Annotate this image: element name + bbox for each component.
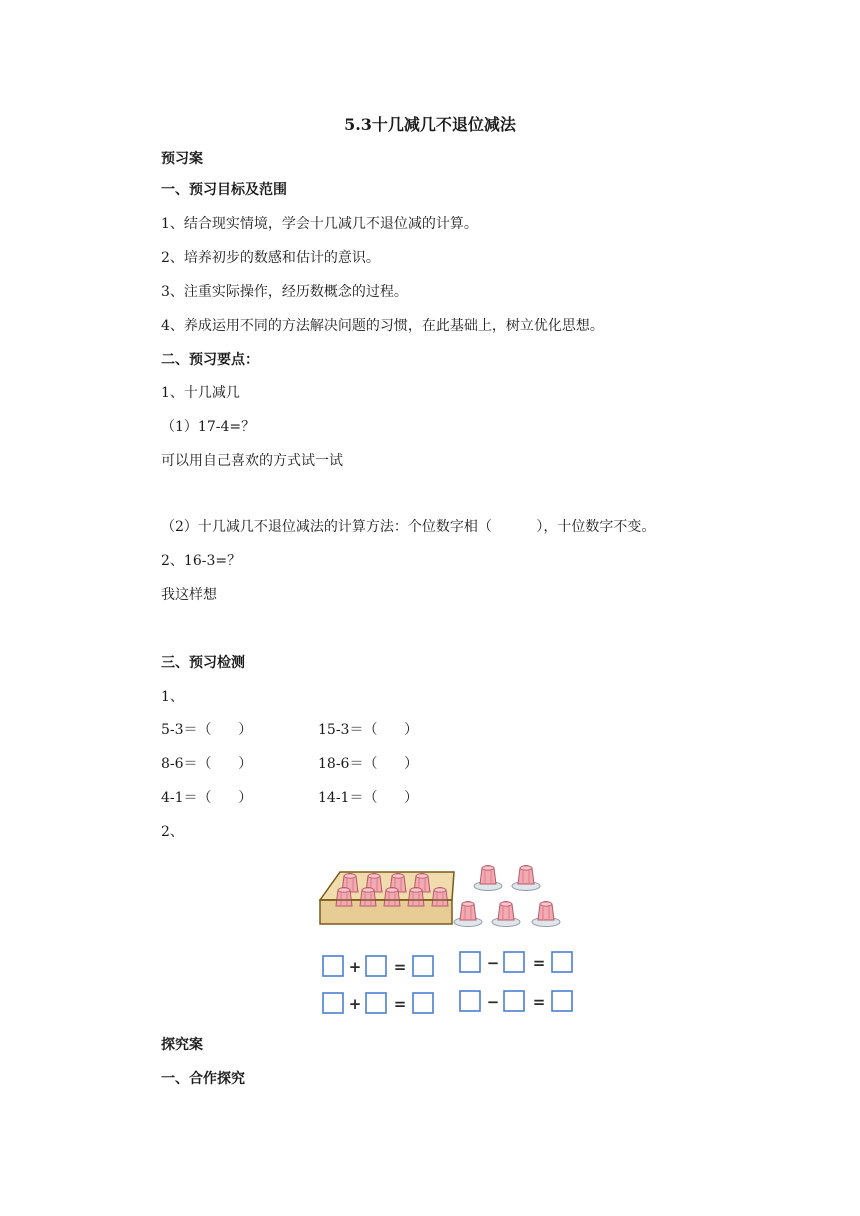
question-method: （2）十几减几不退位减法的计算方法：个位数字相（ ），十位数字不变。 bbox=[161, 519, 656, 535]
objective-item: 2、培养初步的数感和估计的意识。 bbox=[161, 250, 380, 266]
plus-sign: + bbox=[348, 995, 362, 1013]
plated-jelly-icon bbox=[454, 866, 560, 927]
minus-sign: − bbox=[486, 954, 500, 972]
section2-heading: 二、预习要点： bbox=[161, 352, 259, 368]
question-hint: 我这样想 bbox=[161, 587, 217, 603]
preview-heading: 预习案 bbox=[161, 151, 203, 167]
page-title: 5.3十几减几不退位减法 bbox=[344, 115, 516, 134]
tray-icon bbox=[320, 872, 454, 924]
exercise-item: 5-3＝（ ） bbox=[161, 722, 253, 738]
exercise-label: 1、 bbox=[161, 689, 184, 705]
exercise-item: 14-1＝（ ） bbox=[318, 790, 419, 806]
jelly-figure bbox=[318, 852, 576, 1020]
jelly-illustration bbox=[318, 852, 576, 1020]
explore-heading: 探究案 bbox=[161, 1037, 203, 1053]
equals-sign: = bbox=[393, 995, 407, 1013]
objective-item: 1、结合现实情境，学会十几减几不退位减的计算。 bbox=[161, 216, 478, 232]
exercise-item: 18-6＝（ ） bbox=[318, 756, 419, 772]
question-17-4: （1）17-4=？ bbox=[161, 419, 256, 435]
subsection-label: 1、十几减几 bbox=[161, 385, 240, 401]
equals-sign: = bbox=[393, 958, 407, 976]
objective-item: 3、注重实际操作，经历数概念的过程。 bbox=[161, 284, 408, 300]
question-16-3: 2、16-3=？ bbox=[161, 553, 242, 569]
exercise-item: 8-6＝（ ） bbox=[161, 756, 253, 772]
explore-subheading: 一、合作探究 bbox=[161, 1071, 245, 1087]
minus-sign: − bbox=[486, 993, 500, 1011]
equals-sign: = bbox=[532, 993, 546, 1011]
section1-heading: 一、预习目标及范围 bbox=[161, 182, 287, 198]
equals-sign: = bbox=[532, 954, 546, 972]
question-hint: 可以用自己喜欢的方式试一试 bbox=[161, 453, 343, 469]
objective-item: 4、养成运用不同的方法解决问题的习惯，在此基础上，树立优化思想。 bbox=[161, 318, 604, 334]
exercise-label: 2、 bbox=[161, 824, 184, 840]
exercise-item: 4-1＝（ ） bbox=[161, 790, 253, 806]
plus-sign: + bbox=[348, 958, 362, 976]
exercise-item: 15-3＝（ ） bbox=[318, 722, 419, 738]
section3-heading: 三、预习检测 bbox=[161, 655, 245, 671]
